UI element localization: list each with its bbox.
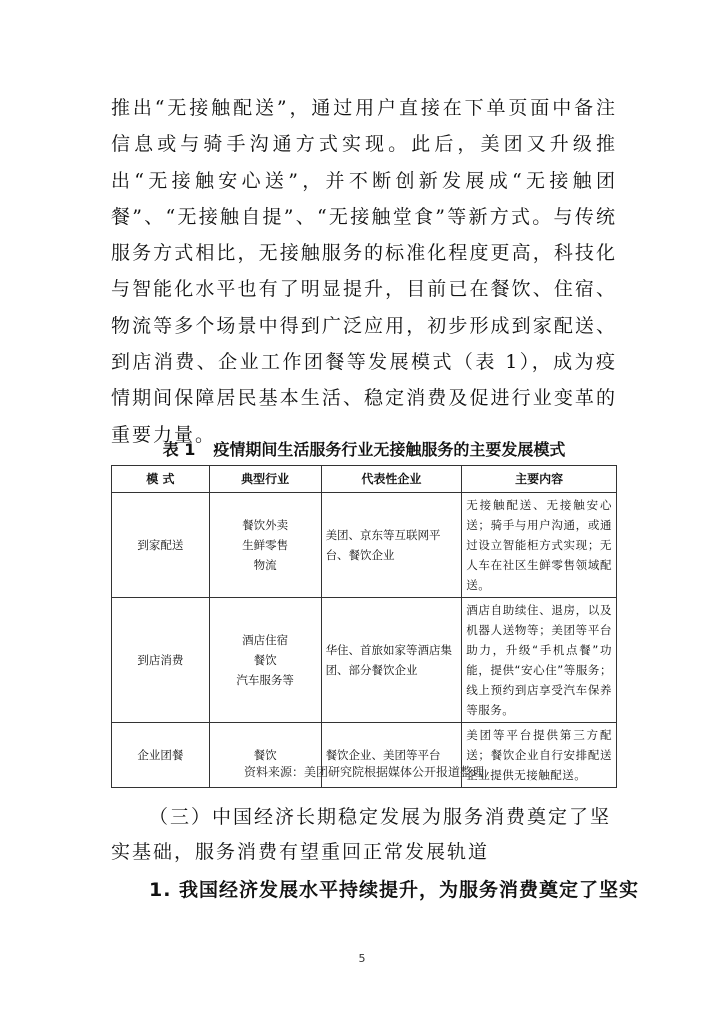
header-mode: 模 式 [112, 466, 210, 493]
page-number: 5 [358, 952, 366, 965]
table-number: 表 1 [162, 440, 196, 459]
table-title: 疫情期间生活服务行业无接触服务的主要发展模式 [213, 440, 566, 459]
cell-companies: 餐饮企业、美团等平台 [321, 723, 462, 788]
industry-item: 汽车服务等 [236, 673, 294, 687]
development-modes-table [111, 465, 617, 788]
cell-content: 无接触配送、无接触安心送；骑手与用户沟通，或通过设立智能柜方式实现；无人车在社区生鲜零售领域配送。 [462, 493, 617, 598]
industry-item: 餐饮外卖 [242, 518, 289, 532]
table-row [112, 598, 617, 723]
table-header-row [112, 466, 617, 493]
cell-content: 美团等平台提供第三方配送；餐饮企业自行安排配送企业提供无接触配送。 [462, 723, 617, 788]
table-source-note: 资料来源：美团研究院根据媒体公开报道整理 [243, 765, 484, 779]
body-paragraph [111, 90, 617, 453]
header-content: 主要内容 [462, 466, 617, 493]
industry-item: 酒店住宿 [242, 633, 289, 647]
industry-item: 生鲜零售 [242, 538, 289, 552]
section-heading: （三）中国经济长期稳定发展为服务消费奠定了坚实基础，服务消费有望重回正常发展轨道 [111, 806, 612, 863]
paragraph-text: 推出“无接触配送”，通过用户直接在下单页面中备注信息或与骑手沟通方式实现。此后，美团又升级推出“无接触安心送”，并不断创新发展成“无接触团餐”、“无接触自提”、“无接触堂食”等新方式。与传统服务方式相比，无接触服务的标准化程度更高，科技化与智能化水平也有了明显提升，目前已在餐饮、住宿、物流等多个场景中得到广泛应用，初步形成到家配送、到店消费、企业工作团餐等发展模式（表 1），成为疫情期间保障居民基本生活、稳定消费及促进行业变革的重要力量。 [111, 97, 617, 446]
industry-item: 餐饮 [253, 748, 277, 762]
cell-companies: 华住、首旅如家等酒店集团、部分餐饮企业 [321, 598, 462, 723]
header-companies: 代表性企业 [321, 466, 462, 493]
industry-item: 物流 [253, 558, 277, 572]
cell-mode: 企业团餐 [112, 723, 210, 788]
cell-mode: 到店消费 [112, 598, 210, 723]
cell-companies: 美团、京东等互联网平台、餐饮企业 [321, 493, 462, 598]
cell-mode: 到家配送 [112, 493, 210, 598]
subsection-heading: 1. 我国经济发展水平持续提升，为服务消费奠定了坚实 [149, 879, 640, 901]
cell-industries [209, 598, 321, 723]
table-row [112, 493, 617, 598]
table-caption [111, 437, 617, 460]
cell-content: 酒店自助续住、退房，以及机器人送物等；美团等平台助力，升级“手机点餐”功能，提供“安心住”等服务；线上预约到店享受汽车保养等服务。 [462, 598, 617, 723]
header-industry: 典型行业 [209, 466, 321, 493]
industry-item: 餐饮 [253, 653, 277, 667]
cell-industries [209, 493, 321, 598]
